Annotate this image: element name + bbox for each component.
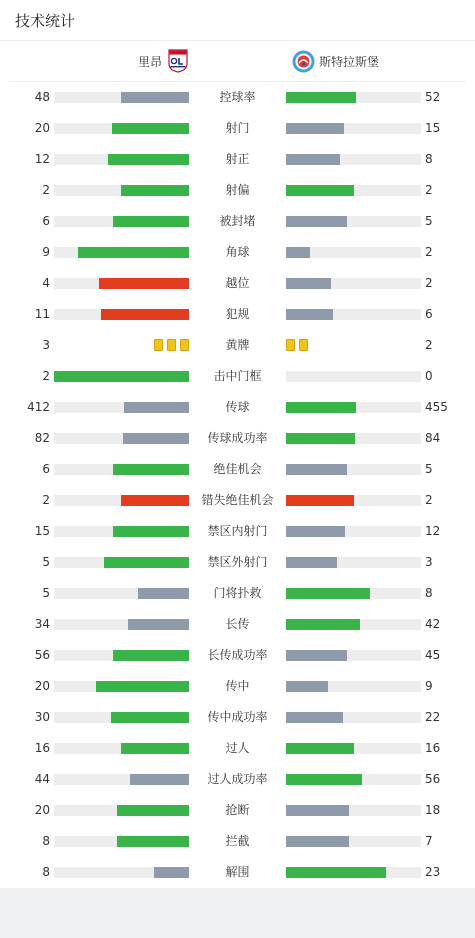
away-bar-track xyxy=(286,309,421,320)
stat-row xyxy=(0,214,475,228)
stat-label: 绝佳机会 xyxy=(213,462,262,476)
away-bar-fill xyxy=(286,433,355,444)
home-value: 20 xyxy=(34,679,50,693)
away-bar-track xyxy=(286,805,421,816)
home-bar-fill xyxy=(104,557,189,568)
away-bar-track xyxy=(286,650,421,661)
away-bar-track xyxy=(286,588,421,599)
home-bar-track xyxy=(54,154,189,165)
home-bar-track xyxy=(54,588,189,599)
away-bar-fill xyxy=(286,495,354,506)
stat-label: 射偏 xyxy=(225,183,250,197)
away-value: 18 xyxy=(425,803,441,817)
away-value: 56 xyxy=(425,772,441,786)
away-value: 84 xyxy=(425,431,441,445)
away-bar-fill xyxy=(286,805,349,816)
home-value: 56 xyxy=(34,648,50,662)
home-bar-track xyxy=(54,247,189,258)
away-value: 5 xyxy=(425,462,433,476)
stat-label: 禁区内射门 xyxy=(207,524,268,538)
away-value: 12 xyxy=(425,524,441,538)
home-bar-track xyxy=(54,433,189,444)
home-value: 6 xyxy=(42,462,50,476)
home-value: 20 xyxy=(34,803,50,817)
away-value: 8 xyxy=(425,586,433,600)
home-value: 20 xyxy=(34,121,50,135)
home-bar-track xyxy=(54,650,189,661)
home-bar-track xyxy=(54,309,189,320)
stat-label: 被封堵 xyxy=(219,214,256,228)
away-bar-fill xyxy=(286,588,370,599)
home-bar-fill xyxy=(101,309,189,320)
home-bar-fill xyxy=(121,495,189,506)
stat-label: 长传成功率 xyxy=(207,648,268,662)
away-bar-track xyxy=(286,464,421,475)
away-bar-track xyxy=(286,154,421,165)
stat-row xyxy=(0,121,475,135)
home-value: 5 xyxy=(42,555,50,569)
home-yellow-cards xyxy=(154,339,189,351)
home-bar-track xyxy=(54,526,189,537)
home-value: 34 xyxy=(34,617,50,631)
away-value: 23 xyxy=(425,865,441,879)
home-value: 2 xyxy=(42,493,50,507)
away-value: 2 xyxy=(425,245,433,259)
home-bar-fill xyxy=(54,371,189,382)
stat-row xyxy=(0,276,475,290)
stat-row xyxy=(0,431,475,445)
home-bar-track xyxy=(54,774,189,785)
stat-row xyxy=(0,493,475,507)
home-bar-fill xyxy=(124,402,189,413)
home-value: 412 xyxy=(27,400,50,414)
away-bar-fill xyxy=(286,650,347,661)
stat-label: 传中 xyxy=(225,679,250,693)
away-value: 2 xyxy=(425,276,433,290)
home-bar-fill xyxy=(113,650,189,661)
away-bar-track xyxy=(286,185,421,196)
away-bar-track xyxy=(286,619,421,630)
stat-label: 射正 xyxy=(225,152,250,166)
away-bar-track xyxy=(286,743,421,754)
away-value: 7 xyxy=(425,834,433,848)
home-bar-track xyxy=(54,619,189,630)
yellow-card-icon xyxy=(180,339,189,351)
stat-row xyxy=(0,679,475,693)
divider xyxy=(9,81,466,82)
home-bar-track xyxy=(54,805,189,816)
home-value: 12 xyxy=(34,152,50,166)
away-value: 0 xyxy=(425,369,433,383)
home-value: 11 xyxy=(34,307,50,321)
away-bar-track xyxy=(286,92,421,103)
away-bar-fill xyxy=(286,681,328,692)
home-bar-fill xyxy=(117,805,189,816)
stat-row xyxy=(0,183,475,197)
stat-label: 犯规 xyxy=(225,307,250,321)
stat-label: 传中成功率 xyxy=(207,710,268,724)
home-bar-fill xyxy=(154,867,189,878)
away-value: 16 xyxy=(425,741,441,755)
away-bar-fill xyxy=(286,836,349,847)
stat-row xyxy=(0,400,475,414)
home-bar-track xyxy=(54,185,189,196)
home-value: 30 xyxy=(34,710,50,724)
stat-label: 控球率 xyxy=(219,90,256,104)
stat-label: 过人 xyxy=(225,741,250,755)
away-value: 2 xyxy=(425,493,433,507)
home-value: 15 xyxy=(34,524,50,538)
stat-label: 黄牌 xyxy=(225,338,250,352)
page-title: 技术统计 xyxy=(15,12,76,30)
home-bar-track xyxy=(54,495,189,506)
stat-label: 击中门框 xyxy=(213,369,262,383)
away-bar-track xyxy=(286,526,421,537)
away-bar-track xyxy=(286,712,421,723)
home-bar-fill xyxy=(113,464,189,475)
stat-row xyxy=(0,307,475,321)
home-bar-fill xyxy=(113,216,189,227)
home-value: 16 xyxy=(34,741,50,755)
away-bar-fill xyxy=(286,774,362,785)
away-yellow-cards xyxy=(286,339,308,351)
home-bar-fill xyxy=(78,247,189,258)
stat-label: 长传 xyxy=(225,617,250,631)
away-bar-fill xyxy=(286,309,333,320)
stat-label: 过人成功率 xyxy=(207,772,268,786)
home-bar-fill xyxy=(112,123,189,134)
stat-row xyxy=(0,338,475,352)
home-value: 44 xyxy=(34,772,50,786)
home-bar-fill xyxy=(113,526,189,537)
home-bar-fill xyxy=(121,743,189,754)
away-bar-track xyxy=(286,278,421,289)
home-value: 2 xyxy=(42,369,50,383)
stat-label: 禁区外射门 xyxy=(207,555,268,569)
home-bar-fill xyxy=(117,836,189,847)
stat-label: 拦截 xyxy=(225,834,250,848)
stat-row xyxy=(0,710,475,724)
away-bar-fill xyxy=(286,185,354,196)
away-bar-track xyxy=(286,867,421,878)
stat-label: 射门 xyxy=(225,121,250,135)
away-value: 455 xyxy=(425,400,448,414)
stat-row xyxy=(0,772,475,786)
away-bar-fill xyxy=(286,712,343,723)
stat-row xyxy=(0,741,475,755)
away-bar-fill xyxy=(286,867,386,878)
stat-label: 解围 xyxy=(225,865,250,879)
home-team-logo-icon xyxy=(168,49,188,73)
away-bar-track xyxy=(286,247,421,258)
away-value: 52 xyxy=(425,90,441,104)
home-value: 8 xyxy=(42,834,50,848)
home-bar-track xyxy=(54,681,189,692)
stat-row xyxy=(0,369,475,383)
stat-label: 越位 xyxy=(225,276,250,290)
home-bar-fill xyxy=(128,619,189,630)
stat-label: 传球 xyxy=(225,400,250,414)
stat-row xyxy=(0,555,475,569)
away-bar-track xyxy=(286,836,421,847)
away-value: 2 xyxy=(425,338,433,352)
home-value: 5 xyxy=(42,586,50,600)
away-bar-fill xyxy=(286,216,347,227)
away-bar-fill xyxy=(286,154,340,165)
away-value: 22 xyxy=(425,710,441,724)
away-bar-fill xyxy=(286,557,337,568)
away-value: 8 xyxy=(425,152,433,166)
away-bar-track xyxy=(286,774,421,785)
home-bar-track xyxy=(54,216,189,227)
away-bar-track xyxy=(286,123,421,134)
stat-row xyxy=(0,834,475,848)
home-bar-fill xyxy=(121,92,189,103)
home-bar-track xyxy=(54,123,189,134)
home-bar-track xyxy=(54,402,189,413)
stat-row xyxy=(0,524,475,538)
stat-row xyxy=(0,152,475,166)
stat-label: 错失绝佳机会 xyxy=(201,493,274,507)
away-bar-track xyxy=(286,557,421,568)
home-bar-fill xyxy=(111,712,189,723)
away-bar-track xyxy=(286,495,421,506)
home-value: 8 xyxy=(42,865,50,879)
home-value: 9 xyxy=(42,245,50,259)
home-team-name: 里昂 xyxy=(138,54,163,69)
away-bar-fill xyxy=(286,402,356,413)
away-value: 45 xyxy=(425,648,441,662)
away-team-name: 斯特拉斯堡 xyxy=(319,54,380,69)
home-bar-fill xyxy=(121,185,189,196)
home-bar-fill xyxy=(96,681,189,692)
home-bar-track xyxy=(54,557,189,568)
home-bar-track xyxy=(54,712,189,723)
home-bar-track xyxy=(54,836,189,847)
home-bar-fill xyxy=(99,278,189,289)
stat-label: 角球 xyxy=(225,245,250,259)
away-bar-track xyxy=(286,216,421,227)
stat-row xyxy=(0,245,475,259)
away-bar-fill xyxy=(286,278,331,289)
stat-row xyxy=(0,648,475,662)
divider xyxy=(0,40,475,41)
home-bar-track xyxy=(54,278,189,289)
stat-row xyxy=(0,865,475,879)
home-bar-track xyxy=(54,371,189,382)
yellow-card-icon xyxy=(286,339,295,351)
away-bar-fill xyxy=(286,464,347,475)
away-value: 5 xyxy=(425,214,433,228)
away-bar-fill xyxy=(286,123,344,134)
away-value: 6 xyxy=(425,307,433,321)
home-value: 2 xyxy=(42,183,50,197)
away-bar-track xyxy=(286,433,421,444)
away-value: 42 xyxy=(425,617,441,631)
stat-row xyxy=(0,586,475,600)
away-value: 3 xyxy=(425,555,433,569)
away-bar-fill xyxy=(286,743,354,754)
home-bar-fill xyxy=(123,433,189,444)
home-bar-track xyxy=(54,743,189,754)
stat-label: 门将扑救 xyxy=(213,586,262,600)
stat-row xyxy=(0,462,475,476)
home-bar-track xyxy=(54,92,189,103)
away-team xyxy=(292,49,379,73)
home-value: 6 xyxy=(42,214,50,228)
yellow-card-icon xyxy=(299,339,308,351)
away-bar-fill xyxy=(286,619,360,630)
stat-label: 传球成功率 xyxy=(207,431,268,445)
away-value: 2 xyxy=(425,183,433,197)
yellow-card-icon xyxy=(167,339,176,351)
away-bar-fill xyxy=(286,247,310,258)
home-bar-track xyxy=(54,464,189,475)
away-value: 15 xyxy=(425,121,441,135)
yellow-card-icon xyxy=(154,339,163,351)
away-value: 9 xyxy=(425,679,433,693)
home-bar-fill xyxy=(108,154,189,165)
home-bar-fill xyxy=(138,588,189,599)
home-value: 3 xyxy=(42,338,50,352)
home-value: 82 xyxy=(34,431,50,445)
home-team xyxy=(138,49,188,73)
away-bar-fill xyxy=(286,526,345,537)
home-value: 4 xyxy=(42,276,50,290)
stat-row xyxy=(0,90,475,104)
home-value: 48 xyxy=(34,90,50,104)
stat-row xyxy=(0,617,475,631)
away-bar-fill xyxy=(286,92,356,103)
away-bar-track xyxy=(286,402,421,413)
home-bar-track xyxy=(54,867,189,878)
away-team-logo-icon xyxy=(292,50,315,73)
stat-label: 抢断 xyxy=(225,803,250,817)
stat-row xyxy=(0,803,475,817)
home-bar-fill xyxy=(130,774,189,785)
away-bar-track xyxy=(286,371,421,382)
away-bar-track xyxy=(286,681,421,692)
